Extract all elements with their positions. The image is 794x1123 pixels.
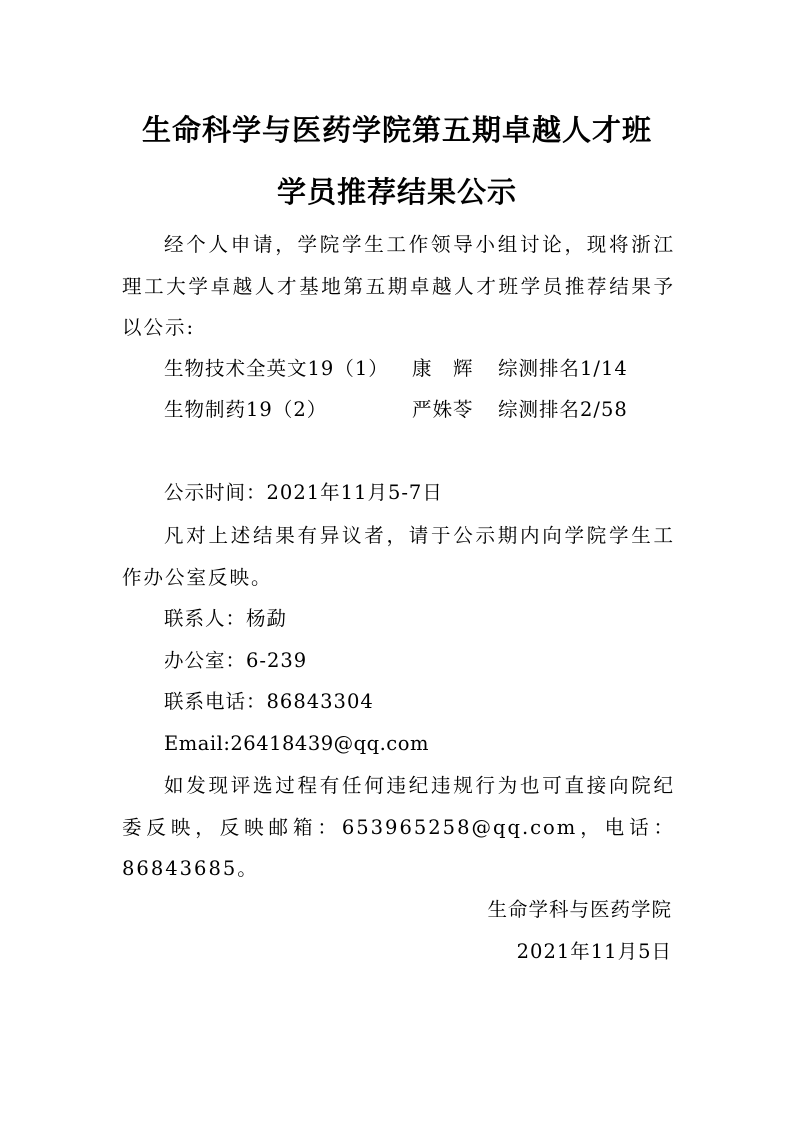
report-paragraph: 如发现评选过程有任何违纪违规行为也可直接向院纪委反映，反映邮箱：653965258@qq.com，电话：86843685。	[122, 774, 675, 880]
recommendation-rank: 综测排名1/14	[498, 357, 628, 380]
recommendation-rank: 综测排名2/58	[498, 398, 628, 421]
signature-date: 2021年11月5日	[516, 940, 672, 963]
document-title-line-2: 学员推荐结果公示	[276, 175, 517, 209]
objection-paragraph: 凡对上述结果有异议者，请于公示期内向学院学生工作办公室反映。	[122, 524, 675, 589]
publicity-time: 公示时间：2021年11月5-7日	[164, 481, 443, 504]
recommendation-name: 严姝苓	[412, 398, 474, 421]
contact-email: Email:26418439@qq.com	[164, 732, 429, 755]
contact-person: 联系人：杨勐	[164, 607, 288, 630]
intro-paragraph: 经个人申请，学院学生工作领导小组讨论，现将浙江理工大学卓越人才基地第五期卓越人才班学员推荐结果予以公示:	[122, 233, 675, 339]
contact-phone: 联系电话：86843304	[164, 690, 374, 713]
document-title-line-1: 生命科学与医药学院第五期卓越人才班	[141, 113, 652, 147]
recommendation-name: 康 辉	[412, 357, 474, 380]
recommendation-major: 生物制药19（2）	[164, 398, 328, 421]
signature-organization: 生命学科与医药学院	[487, 898, 672, 921]
contact-office: 办公室：6-239	[164, 649, 308, 672]
recommendation-major: 生物技术全英文19（1）	[164, 357, 389, 380]
